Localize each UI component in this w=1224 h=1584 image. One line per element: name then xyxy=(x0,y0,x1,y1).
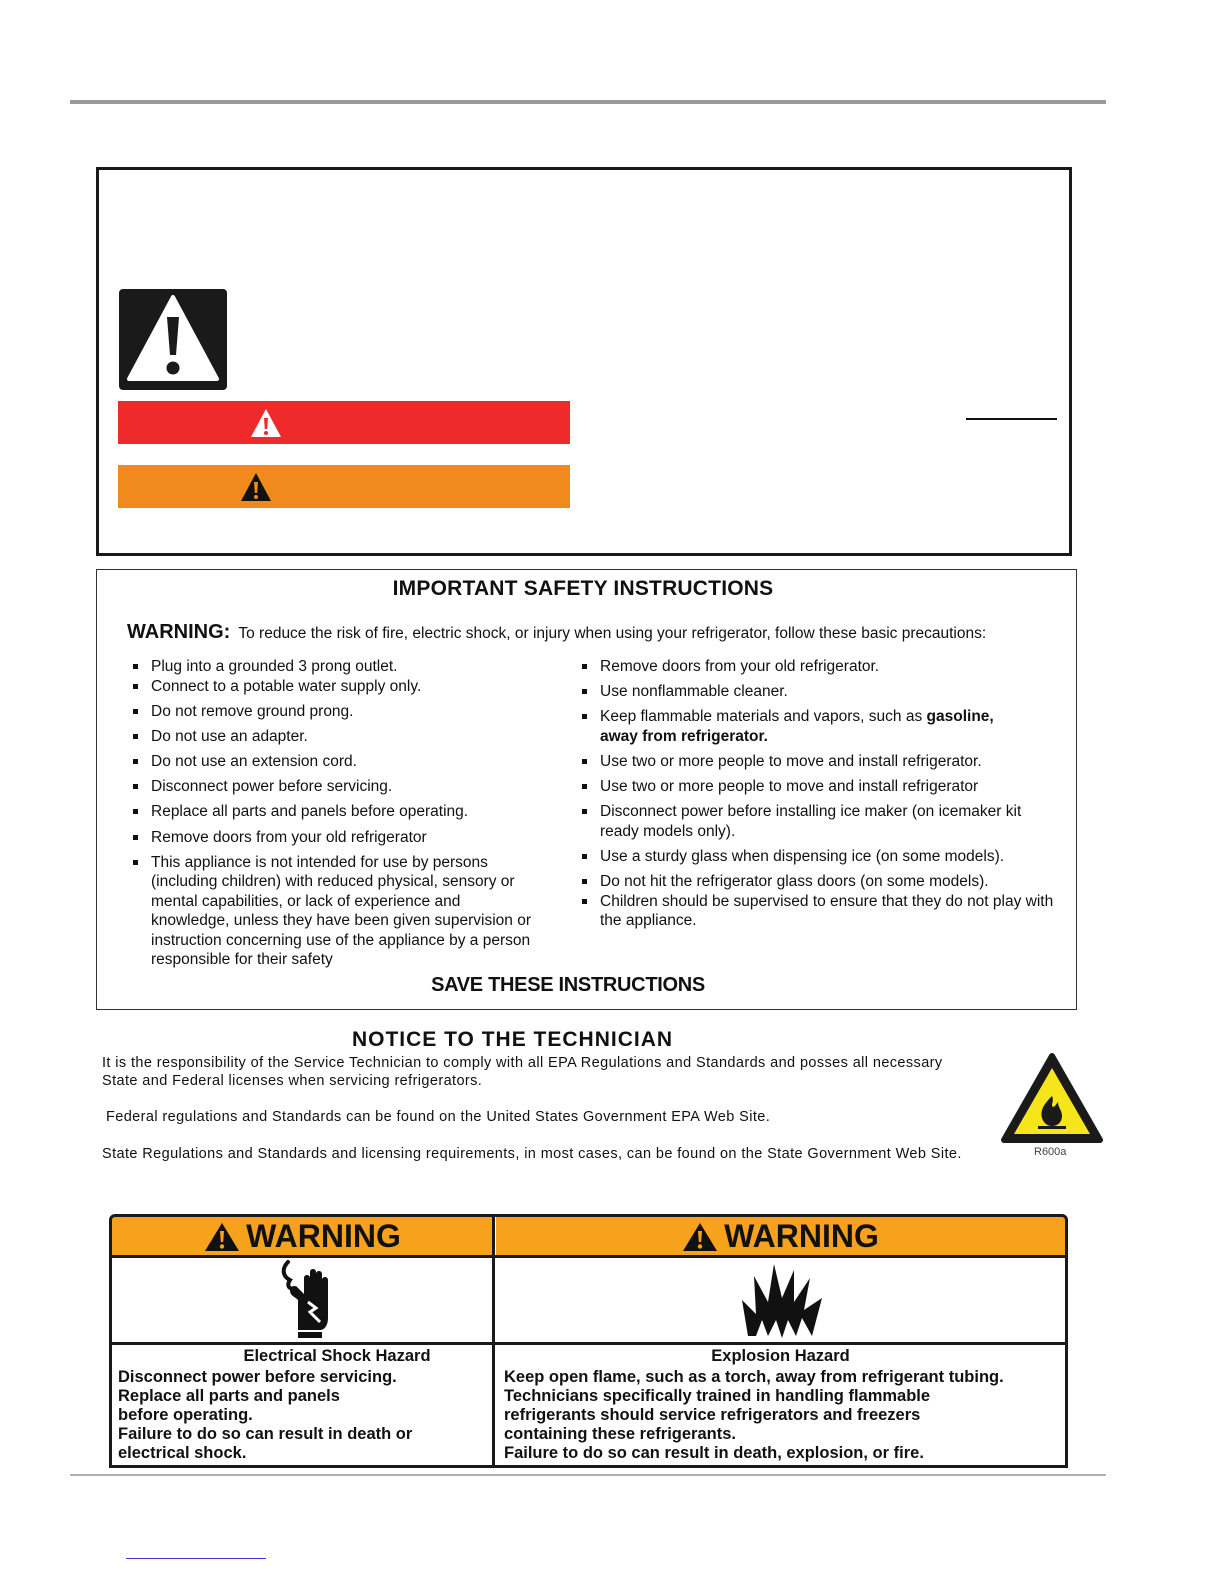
instructions-left-column xyxy=(131,657,541,976)
list-item xyxy=(580,707,1060,746)
alert-triangle-icon xyxy=(204,1222,240,1252)
warning-label-text: WARNING xyxy=(724,1218,879,1254)
flammable-warning-icon xyxy=(1000,1052,1104,1146)
footer-link-underline[interactable] xyxy=(126,1558,266,1559)
list-item: Disconnect power before installing ice maker (on icemaker kit ready models only). xyxy=(580,802,1060,841)
warning-text: To reduce the risk of fire, electric shock, or injury when using your refrigerator, follow these basic precautions: xyxy=(238,625,987,642)
safety-alert-symbol-icon xyxy=(119,289,227,390)
warning-signal-bar xyxy=(118,465,570,508)
notice-paragraph: It is the responsibility of the Service Technician to comply with all EPA Regulations and Standards and posses all necessary State and Federal licenses when servicing refrigerators. xyxy=(102,1055,943,1089)
hazard-line: electrical shock. xyxy=(118,1444,247,1462)
danger-signal-bar xyxy=(118,401,570,444)
list-item: Remove doors from your old refrigerator. xyxy=(580,657,1060,677)
list-item: Disconnect power before servicing. xyxy=(131,777,541,797)
electrical-hazard-text xyxy=(118,1368,488,1463)
list-item: Use nonflammable cleaner. xyxy=(580,682,1060,702)
refrigerant-code: R600a xyxy=(1034,1146,1067,1158)
explosion-hazard-title: Explosion Hazard xyxy=(711,1347,850,1365)
hazard-line: Failure to do so can result in death or xyxy=(118,1425,413,1443)
alert-triangle-icon xyxy=(119,289,227,390)
hazard-line: Replace all parts and panels xyxy=(118,1387,340,1405)
underline-mark xyxy=(966,418,1057,420)
safety-warning-line xyxy=(127,621,1067,644)
top-rule xyxy=(70,100,1106,104)
list-item: Replace all parts and panels before operating. xyxy=(131,802,541,822)
list-item: Plug into a grounded 3 prong outlet. xyxy=(131,657,541,677)
bottom-rule xyxy=(70,1474,1106,1476)
hazard-line: Technicians specifically trained in handling flammable xyxy=(504,1387,931,1405)
list-item: Use two or more people to move and install refrigerator. xyxy=(580,752,1060,772)
hazard-line: Keep open flame, such as a torch, away from refrigerant tubing. xyxy=(504,1368,1004,1386)
list-item: Do not use an adapter. xyxy=(131,727,541,747)
hazard-line: Failure to do so can result in death, explosion, or fire. xyxy=(504,1444,924,1462)
save-instructions-heading: SAVE THESE INSTRUCTIONS xyxy=(431,974,705,996)
list-item: Do not remove ground prong. xyxy=(131,702,541,722)
explosion-icon xyxy=(738,1262,824,1340)
safety-instructions-title: IMPORTANT SAFETY INSTRUCTIONS xyxy=(392,577,774,600)
alert-triangle-icon xyxy=(249,407,283,439)
warning-label-left xyxy=(112,1217,493,1256)
hazard-line: before operating. xyxy=(118,1406,253,1424)
list-item: Connect to a potable water supply only. xyxy=(131,677,541,697)
list-item: Children should be supervised to ensure that they do not play with the appliance. xyxy=(580,892,1060,931)
list-item-bold: gasoline, xyxy=(926,708,994,726)
list-item: Use a sturdy glass when dispensing ice (on some models). xyxy=(580,847,1060,867)
list-item-bold: away from refrigerator. xyxy=(600,727,768,745)
list-item: Do not hit the refrigerator glass doors (on some models). xyxy=(580,872,1060,892)
hazard-line: refrigerants should service refrigerators and freezers xyxy=(504,1406,921,1424)
notice-paragraph: State Regulations and Standards and licensing requirements, in most cases, can be found on the State Government Web Site. xyxy=(102,1146,962,1162)
list-item-text: Keep flammable materials and vapors, such as xyxy=(600,708,927,726)
notice-paragraph: Federal regulations and Standards can be found on the United States Government EPA Web Site. xyxy=(106,1109,771,1125)
warning-label: WARNING: xyxy=(127,621,231,643)
hazard-line: Disconnect power before servicing. xyxy=(118,1368,397,1386)
warning-label-right xyxy=(496,1217,1065,1256)
alert-triangle-icon xyxy=(239,471,273,503)
table-rule xyxy=(109,1342,1068,1345)
list-item: Use two or more people to move and install refrigerator xyxy=(580,777,1060,797)
notice-title: NOTICE TO THE TECHNICIAN xyxy=(351,1028,674,1051)
warning-label-text: WARNING xyxy=(246,1218,401,1254)
electrical-hazard-title: Electrical Shock Hazard xyxy=(243,1347,431,1365)
alert-triangle-icon xyxy=(682,1222,718,1252)
explosion-hazard-text xyxy=(504,1368,1064,1463)
hazard-line: containing these refrigerants. xyxy=(504,1425,736,1443)
list-item: Remove doors from your old refrigerator xyxy=(131,828,541,848)
electrical-shock-hand-icon xyxy=(280,1260,336,1340)
list-item: Do not use an extension cord. xyxy=(131,752,541,772)
list-item: This appliance is not intended for use by persons (including children) with reduced physical, sensory or mental capabilities, or lack of experience and knowledge, unless they have been given supervision or instruction concerning use of the appliance by a person responsible for their safety xyxy=(131,853,541,970)
instructions-right-column xyxy=(580,657,1060,937)
